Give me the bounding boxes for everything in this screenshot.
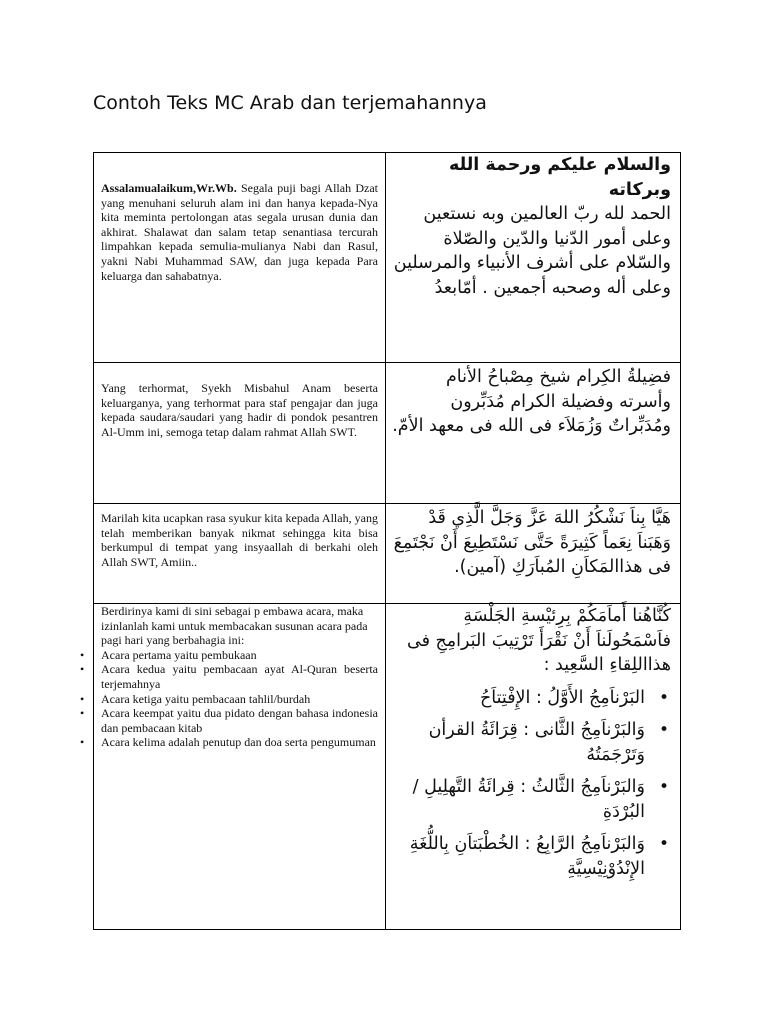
arabic-paragraph bbox=[386, 153, 680, 300]
indonesian-paragraph: Marilah kita ucapkan rasa syukur kita kepada Allah, yang telah memberikan banyak nikmat sehingga kita bisa berkumpul di tempat yang insyaallah di berkahi oleh Allah SWT, Amiin.. bbox=[101, 511, 378, 569]
list-item bbox=[80, 662, 378, 691]
indonesian-cell bbox=[94, 363, 386, 504]
list-item bbox=[80, 706, 378, 735]
list-item bbox=[392, 718, 671, 767]
list-item bbox=[392, 775, 671, 824]
arabic-agenda bbox=[386, 604, 680, 881]
bullet-icon: • bbox=[658, 687, 669, 708]
arabic-paragraph: فضِيلةُ الكِرام شيخ مِصْباحُ الأنام وأسرته وفضيلة الكرام مُدَبِّرون ومُدَبِّراتٌ وَزُمَلاَء فى الله فى معهد الأمّ. bbox=[392, 367, 671, 436]
bullet-icon: • bbox=[80, 735, 85, 750]
arabic-cell bbox=[386, 153, 681, 363]
arabic-agenda-intro: كُنَّاهُنا أَماَمَكُمْ بِرِئيْسةِ الجَلْسَةِ فاَسْمَحُولَناَ أَنْ نَقْرَأَ تَرْتِيبَ البَرامِجِ فى هذااللِقاءِ السَّعِيد : bbox=[406, 606, 671, 675]
list-item-text: وَالبَرْناَمِجُ الرَّابِعُ : الخُطْبَتاَنِ بِاللُّغَةِ الإِنْدُوْنِيْسِيَّةِ bbox=[409, 834, 645, 879]
arabic-cell bbox=[386, 363, 681, 504]
indonesian-agenda bbox=[80, 604, 385, 750]
indonesian-cell bbox=[94, 153, 386, 363]
arabic-cell bbox=[386, 504, 681, 604]
table-row bbox=[94, 363, 681, 504]
arabic-cell bbox=[386, 604, 681, 930]
document-title: Contoh Teks MC Arab dan terjemahannya bbox=[93, 92, 487, 114]
bullet-icon: • bbox=[80, 647, 85, 662]
greeting-bold: Assalamualaikum,Wr.Wb. bbox=[101, 181, 237, 195]
indonesian-cell bbox=[94, 504, 386, 604]
list-item bbox=[80, 647, 378, 663]
list-item-text: Acara pertama yaitu pembukaan bbox=[101, 647, 257, 662]
list-item bbox=[392, 686, 671, 711]
list-item bbox=[392, 832, 671, 881]
list-item-text: وَالبَرْناَمِجُ الثَّانى : قِرَائَةُ القرأن وَتَرْجَمَتُهُ bbox=[428, 720, 645, 765]
list-item bbox=[80, 735, 378, 750]
arabic-paragraph: هَيَّا بِناَ نَشْكُرُ اللهَ عَزَّ وَجَلَّ الَّذِي قَدْ وَهَبَناَ نِعَماً كَثِيرَةً حَتَّى نَسْتَطِيعَ أَنْ نَجْتَمِعَ فى هذاالمَكاَنِ المُباَرَكِ (آمين). bbox=[393, 508, 671, 577]
agenda-intro: Berdirinya kami di sini sebagai p embawa acara, maka izinlanlah kami untuk membacakan susunan acara pada pagi hari yang berbahagia ini: bbox=[101, 604, 368, 648]
indonesian-paragraph: Yang terhormat, Syekh Misbahul Anam beserta keluarganya, yang terhormat para staf pengajar dan juga kepada saudara/saudari yang hadir di pondok pesantren Al-Umm ini, semoga tetap dalam rahmat Allah SWT. bbox=[101, 381, 378, 439]
arabic-greeting-bold: والسلام عليكم ورحمة الله وبركاته bbox=[448, 155, 671, 200]
bullet-icon: • bbox=[658, 777, 669, 797]
list-item-text: Acara kedua yaitu pembacaan ayat Al-Quran beserta terjemahnya bbox=[101, 662, 378, 691]
bullet-icon: • bbox=[658, 834, 669, 854]
table-row bbox=[94, 504, 681, 604]
arabic-text: الحمد لله ربّ العالمين وبه نستعين وعلى أمور الدّنيا والدّين والصّلاة والسّلام على أشرف الأنبياء والمرسلين وعلى أله وصحبه أجمعين . أمّابعدُ bbox=[393, 204, 671, 298]
indonesian-cell bbox=[80, 604, 386, 930]
list-item-text: وَالبَرْناَمِجُ الثَّالثُ : قِرائَةُ التَّهلِيلِ / البُرْدَةِ bbox=[412, 777, 645, 822]
paragraph-text: Segala puji bagi Allah Dzat yang menuhani seluruh alam ini dan hanya kepada-Nya kita meminta pertolongan atas segala urusan dunia dan akhirat. Shalawat dan salam tetap senantiasa tercurah limpahkan kepada semulia-mulianya Nabi dan Rasul, yakni Nabi Muhammad SAW, dan juga kepada Para keluarga dan sahabatnya. bbox=[101, 181, 378, 283]
bullet-icon: • bbox=[80, 691, 85, 706]
mc-text-table bbox=[80, 152, 681, 930]
table-row bbox=[94, 604, 681, 930]
list-item-text: Acara kelima adalah penutup dan doa serta pengumuman bbox=[101, 735, 376, 750]
agenda-list bbox=[80, 647, 378, 750]
list-item-text: Acara keempat yaitu dua pidato dengan bahasa indonesia dan pembacaan kitab bbox=[101, 706, 378, 735]
list-item-text: Acara ketiga yaitu pembacaan tahlil/burdah bbox=[101, 691, 311, 706]
bullet-icon: • bbox=[658, 720, 669, 740]
list-item-text: البَرْناَمِجُ الأَوَّلُ : الإِفْتِتاَحُ bbox=[480, 687, 645, 708]
list-item bbox=[80, 691, 378, 707]
bullet-icon: • bbox=[80, 662, 85, 677]
table-row bbox=[94, 153, 681, 363]
indonesian-paragraph bbox=[94, 153, 385, 283]
arabic-agenda-list bbox=[392, 686, 671, 882]
bullet-icon: • bbox=[80, 706, 85, 721]
